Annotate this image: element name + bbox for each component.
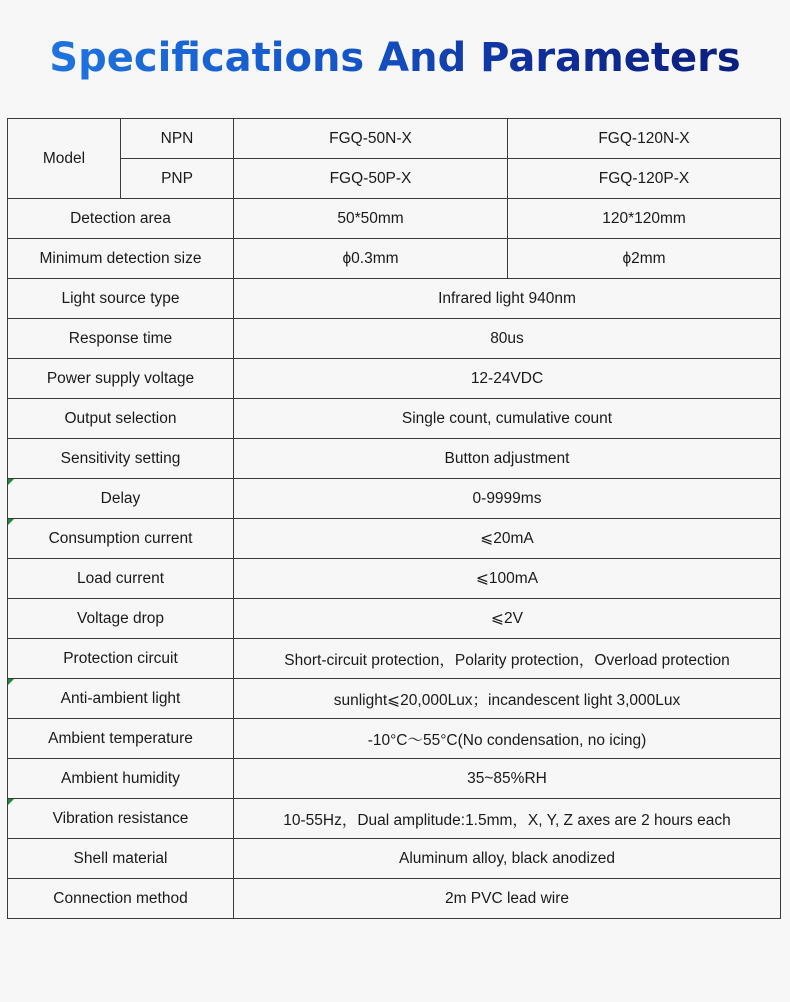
table-row-min-detection-size [8,239,781,279]
pnp-model-120: FGQ-120P-X [508,159,781,199]
min-detection-size-label: Minimum detection size [8,239,234,279]
row-value: Single count, cumulative count [234,399,781,439]
row-value: Button adjustment [234,439,781,479]
table-row-model-pnp [8,159,781,199]
row-value: 10-55Hz，Dual amplitude:1.5mm，X, Y, Z axes are 2 hours each [234,799,781,839]
row-value: 0-9999ms [234,479,781,519]
table-row [8,279,781,319]
table-row-detection-area [8,199,781,239]
row-label: Power supply voltage [8,359,234,399]
detection-area-50: 50*50mm [234,199,508,239]
row-value: sunlight⩽20,000Lux；incandescent light 3,000Lux [234,679,781,719]
row-value: 35~85%RH [234,759,781,799]
row-value: 80us [234,319,781,359]
table-row [8,639,781,679]
min-detection-size-120: ϕ2mm [508,239,781,279]
row-label: Output selection [8,399,234,439]
specifications-table [7,118,781,919]
row-label: Vibration resistance [8,799,234,839]
page-title-text: Specifications And Parameters [49,35,741,81]
table-row [8,719,781,759]
row-label: Voltage drop [8,599,234,639]
pnp-model-50: FGQ-50P-X [234,159,508,199]
table-row [8,879,781,919]
detection-area-120: 120*120mm [508,199,781,239]
table-row [8,839,781,879]
row-value: ⩽2V [234,599,781,639]
npn-model-50: FGQ-50N-X [234,119,508,159]
row-label: Response time [8,319,234,359]
row-value: 2m PVC lead wire [234,879,781,919]
row-label: Anti-ambient light [8,679,234,719]
row-value: -10°C～55°C(No condensation, no icing) [234,719,781,759]
table-row [8,759,781,799]
row-value: ⩽100mA [234,559,781,599]
row-label: Sensitivity setting [8,439,234,479]
row-value: 12-24VDC [234,359,781,399]
row-value: Short-circuit protection，Polarity protection，Overload protection [234,639,781,679]
table-row [8,319,781,359]
row-label: Ambient temperature [8,719,234,759]
npn-label: NPN [121,119,234,159]
table-row [8,799,781,839]
row-label: Connection method [8,879,234,919]
row-label: Protection circuit [8,639,234,679]
table-row-model-npn [8,119,781,159]
min-detection-size-50: ϕ0.3mm [234,239,508,279]
table-row [8,519,781,559]
model-label: Model [8,119,121,199]
table-row [8,679,781,719]
table-row [8,559,781,599]
row-label: Ambient humidity [8,759,234,799]
row-value: ⩽20mA [234,519,781,559]
row-label: Consumption current [8,519,234,559]
npn-model-120: FGQ-120N-X [508,119,781,159]
row-label: Light source type [8,279,234,319]
row-label: Shell material [8,839,234,879]
row-value: Aluminum alloy, black anodized [234,839,781,879]
table-row [8,399,781,439]
table-row [8,599,781,639]
row-label: Load current [8,559,234,599]
table-row [8,479,781,519]
table-row [8,439,781,479]
detection-area-label: Detection area [8,199,234,239]
row-value: Infrared light 940nm [234,279,781,319]
table-row [8,359,781,399]
row-label: Delay [8,479,234,519]
page-title [0,28,790,88]
pnp-label: PNP [121,159,234,199]
